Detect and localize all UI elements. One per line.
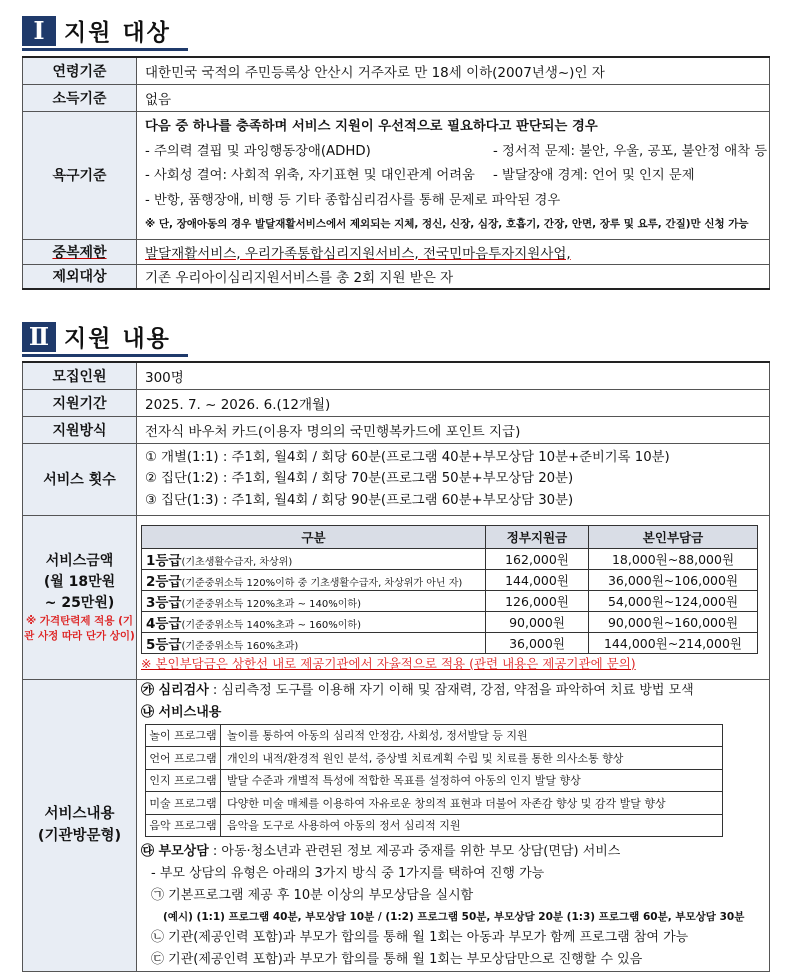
row-need	[23, 111, 770, 239]
recruit-label: 모집인원	[23, 362, 137, 389]
section1-underline	[22, 48, 188, 51]
fee-label-3: ~ 25만원)	[44, 594, 115, 611]
fee-gov: 126,000원	[486, 590, 589, 611]
parent-opt3: ㉢ 기관(제공인력 포함)과 부모가 합의를 통해 월 1회는 부모상담만으로 진행할 수 있음	[151, 952, 643, 967]
need-label: 욕구기준	[23, 111, 137, 239]
fee-gov: 162,000원	[486, 548, 589, 569]
program-desc: 놀이를 통하여 아동의 심리적 안정감, 사회성, 정서발달 등 지원	[221, 724, 723, 747]
section2-heading	[22, 320, 171, 353]
fee-note-text: ※ 본인부담금은 상한선 내로 제공기관에서 자율적으로 적용 (관련 내용은 제공기관에 문의)	[141, 655, 636, 671]
fee-desc: (기준중위소득 120%이하 중 기초생활수급자, 차상위가 아닌 자)	[181, 577, 463, 589]
recruit-value: 300명	[137, 362, 770, 389]
content-table	[22, 361, 770, 972]
fee-row-1	[142, 548, 758, 569]
age-value: 대한민국 국적의 주민등록상 안산시 거주자로 만 18세 이하(2007년생~)인 자	[137, 57, 770, 84]
program-desc: 개인의 내적/환경적 원인 분석, 증상별 치료계획 수립 및 치료를 통한 의사소통 향상	[221, 747, 723, 770]
section2-number: Ⅱ	[22, 322, 56, 352]
fee-grade-cell	[142, 611, 486, 632]
fee-row-5	[142, 632, 758, 653]
row-count	[23, 443, 770, 515]
row-period	[23, 389, 770, 416]
program-desc: 발달 수준과 개별적 특성에 적합한 목표를 설정하여 아동의 인지 발달 향상	[221, 769, 723, 792]
parent-head: ㉰ 부모상담	[141, 844, 209, 859]
section2-underline	[22, 354, 188, 357]
section2-title: 지원 내용	[64, 326, 171, 352]
program-row	[146, 792, 723, 815]
method-label: 지원방식	[23, 416, 137, 443]
count-label: 서비스 횟수	[23, 443, 137, 515]
row-visit	[23, 679, 770, 972]
fee-label-1: 서비스금액	[45, 552, 114, 569]
income-label: 소득기준	[23, 84, 137, 111]
program-desc: 음악을 도구로 사용하여 아동의 정서 심리적 지원	[221, 814, 723, 837]
section1-number: Ⅰ	[22, 16, 56, 46]
program-desc: 다양한 미술 매체를 이용하여 자유로운 창의적 표현과 더불어 자존감 향상 및 감각 발달 향상	[221, 792, 723, 815]
content-head-text: ㉯ 서비스내용	[141, 704, 222, 720]
fee-label	[23, 515, 137, 679]
parent-sub: - 부모 상담의 유형은 아래의 3가지 방식 중 1가지를 택하여 진행 가능	[151, 866, 545, 881]
need-right1: - 정서적 문제: 불안, 우울, 공포, 불안정 애착 등	[493, 143, 768, 159]
fee-label-2: (월 18만원	[43, 573, 116, 590]
fee-grade-cell	[142, 590, 486, 611]
target-table	[22, 56, 770, 290]
program-name: 언어 프로그램	[146, 747, 221, 770]
need-line2	[145, 164, 769, 189]
program-table	[145, 724, 723, 838]
excl-value: 기존 우리아이심리지원서비스를 총 2회 지원 받은 자	[137, 264, 770, 289]
fee-header-grade: 구분	[142, 525, 486, 548]
fee-row-4	[142, 611, 758, 632]
visit-label-2: (기관방문형)	[37, 828, 122, 845]
need-right2: - 발달장애 경계: 언어 및 인지 문제	[493, 168, 695, 183]
row-income	[23, 84, 770, 111]
method-value: 전자식 바우처 카드(이용자 명의의 국민행복카드에 포인트 지급)	[137, 416, 770, 443]
program-row	[146, 747, 723, 770]
assess-line	[141, 680, 769, 702]
row-dup	[23, 239, 770, 264]
row-age	[23, 57, 770, 84]
period-value: 2025. 7. ~ 2026. 6.(12개월)	[137, 389, 770, 416]
fee-grade-cell	[142, 569, 486, 590]
period-label: 지원기간	[23, 389, 137, 416]
need-left1: - 주의력 결핍 및 과잉행동장애(ADHD)	[145, 143, 371, 159]
fee-table	[141, 525, 758, 654]
fee-row-3	[142, 590, 758, 611]
fee-grade: 3등급	[146, 594, 182, 611]
dup-value-text: 발달재활서비스, 우리가족통합심리지원서비스, 전국민마음투자지원사업,	[145, 245, 571, 262]
excl-label: 제외대상	[23, 264, 137, 289]
program-name: 인지 프로그램	[146, 769, 221, 792]
fee-row-2	[142, 569, 758, 590]
assess-text: : 심리측정 도구를 이용해 자기 이해 및 잠재력, 강점, 약점을 파악하여 치료 방법 모색	[208, 682, 694, 698]
fee-desc: (기준중위소득 140%초과 ~ 160%이하)	[181, 619, 361, 631]
program-row	[146, 814, 723, 837]
need-left2: - 사회성 결여: 사회적 위축, 자기표현 및 대인관계 어려움	[145, 168, 475, 183]
count-line-3: ③ 집단(1:3) : 주1회, 월4회 / 회당 90분(프로그램 60분+부모상담 30분)	[145, 492, 574, 508]
row-method	[23, 416, 770, 443]
dup-label-text: 중복제한	[52, 244, 107, 261]
need-line1	[145, 140, 769, 165]
fee-grade: 5등급	[146, 636, 182, 653]
visit-label-1: 서비스내용	[44, 806, 115, 823]
count-value	[137, 443, 770, 515]
program-row	[146, 769, 723, 792]
program-name: 음악 프로그램	[146, 814, 221, 837]
fee-self: 54,000원~124,000원	[589, 590, 758, 611]
program-name: 미술 프로그램	[146, 792, 221, 815]
count-line-1: ① 개별(1:1) : 주1회, 월4회 / 회당 60분(프로그램 40분+부모상담 10분+준비기록 10분)	[145, 449, 670, 465]
fee-desc: (기준중위소득 160%초과)	[181, 640, 299, 652]
fee-grade-cell	[142, 632, 486, 653]
fee-header-gov: 정부지원금	[486, 525, 589, 548]
fee-grade: 1등급	[146, 552, 182, 569]
fee-grade-cell	[142, 548, 486, 569]
program-row	[146, 724, 723, 747]
fee-desc: (기초생활수급자, 차상위)	[181, 556, 293, 568]
parent-opt1: ㉠ 기본프로그램 제공 후 10분 이상의 부모상담을 실시함	[151, 888, 474, 903]
row-excl	[23, 264, 770, 289]
dup-value	[137, 239, 770, 264]
age-label: 연령기준	[23, 57, 137, 84]
section1-title: 지원 대상	[64, 20, 171, 46]
fee-gov: 36,000원	[486, 632, 589, 653]
fee-value	[137, 515, 770, 679]
parent-example: (예시) (1:1) 프로그램 40분, 부모상담 10분 / (1:2) 프로그램 50분, 부모상담 20분 (1:3) 프로그램 60분, 부모상담 30분	[163, 911, 745, 923]
program-name: 놀이 프로그램	[146, 724, 221, 747]
parent-opt2: ㉡ 기관(제공인력 포함)과 부모가 합의를 통해 월 1회는 아동과 부모가 함께 프로그램 참여 가능	[151, 930, 689, 945]
need-line3: - 반항, 품행장애, 비행 등 기타 종합심리검사를 통해 문제로 파악된 경우	[145, 192, 561, 208]
fee-header-row	[142, 525, 758, 548]
fee-self: 36,000원~106,000원	[589, 569, 758, 590]
fee-grade: 4등급	[146, 615, 182, 632]
need-note: ※ 단, 장애아동의 경우 발달재활서비스에서 제외되는 지체, 정신, 신장, 심장, 호흡기, 간장, 안면, 장루 및 요루, 간질)만 신청 가능	[145, 218, 749, 230]
income-value: 없음	[137, 84, 770, 111]
row-fee	[23, 515, 770, 679]
content-head	[141, 702, 769, 724]
count-line-2: ② 집단(1:2) : 주1회, 월4회 / 회당 70분(프로그램 50분+부모상담 20분)	[145, 471, 574, 487]
need-intro: 다음 중 하나를 충족하며 서비스 지원이 우선적으로 필요하다고 판단되는 경우	[145, 119, 598, 134]
visit-label	[23, 679, 137, 972]
section1-heading	[22, 14, 171, 47]
fee-label-note: ※ 가격탄력제 적용 (기관 사정 따라 단가 상이)	[24, 614, 135, 642]
fee-desc: (기준중위소득 120%초과 ~ 140%이하)	[181, 598, 361, 610]
need-value	[137, 111, 770, 239]
assess-head: ㉮ 심리검사	[141, 682, 209, 698]
row-recruit	[23, 362, 770, 389]
fee-self: 144,000원~214,000원	[589, 632, 758, 653]
dup-label	[23, 239, 137, 264]
fee-gov: 144,000원	[486, 569, 589, 590]
fee-header-self: 본인부담금	[589, 525, 758, 548]
fee-self: 18,000원~88,000원	[589, 548, 758, 569]
fee-note	[141, 654, 769, 674]
parent-line	[141, 841, 769, 863]
parent-text: : 아동·청소년과 관련된 정보 제공과 중재를 위한 부모 상담(면담) 서비스	[208, 844, 621, 859]
fee-gov: 90,000원	[486, 611, 589, 632]
visit-value	[137, 679, 770, 972]
fee-self: 90,000원~160,000원	[589, 611, 758, 632]
fee-grade: 2등급	[146, 573, 182, 590]
